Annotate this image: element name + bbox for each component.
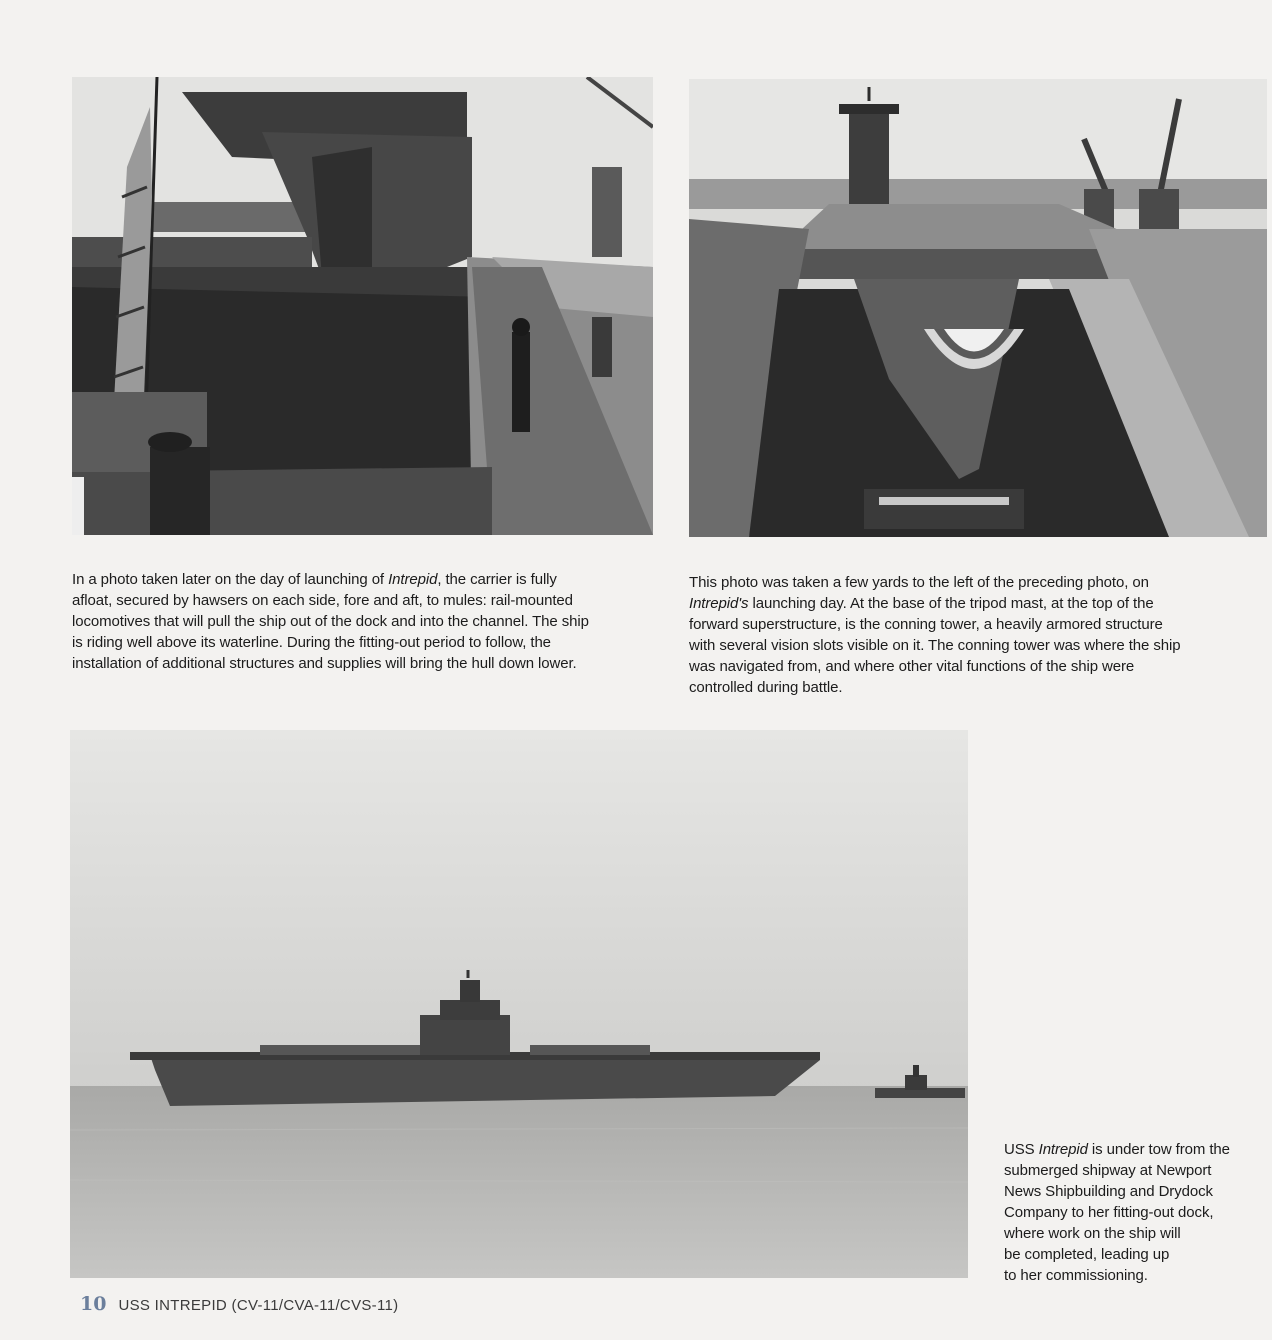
photo-carrier-in-dock [72,77,653,535]
photo-flight-deck-view [689,79,1267,537]
caption-deck-photo [689,572,1269,698]
caption-text-rest: , the carrier is fully afloat, secured by hawsers on each side, fore and aft, to mules: rail-mounted locomotives that will pull the ship out of the dock and into the channel. The ship is riding well above its waterline. During the fitting-out period to follow, the installation of additional structures and supplies will bring the hull down lower. [72,571,589,672]
caption-tow-photo [1004,1139,1269,1286]
ship-name-italic: Intrepid's [689,595,749,612]
caption-text-start: USS [1004,1141,1039,1158]
running-title: USS INTREPID (CV-11/CVA-11/CVS-11) [118,1297,399,1314]
page-footer [80,1293,398,1315]
caption-text-start: This photo was taken a few yards to the left of the preceding photo, on [689,574,1149,591]
caption-text-rest: is under tow from the submerged shipway at Newport News Shipbuilding and Drydock Company to her fitting-out dock, where work on the ship will be completed, leading up to her commissioning. [1004,1141,1230,1284]
photo-carrier-under-tow [70,730,968,1278]
ship-name-italic: Intrepid [1038,1141,1088,1158]
ship-name-italic: Intrepid [388,571,438,588]
page-number: 10 [80,1293,107,1315]
caption-text-rest: launching day. At the base of the tripod mast, at the top of the forward superstructure, is the conning tower, a heavily armored structure with several vision slots visible on it. The conning tower was where the ship was navigated from, and where other vital functions of the ship were controlled during battle. [689,595,1181,696]
caption-text-start: In a photo taken later on the day of launching of [72,571,389,588]
caption-dock-photo [72,569,652,674]
